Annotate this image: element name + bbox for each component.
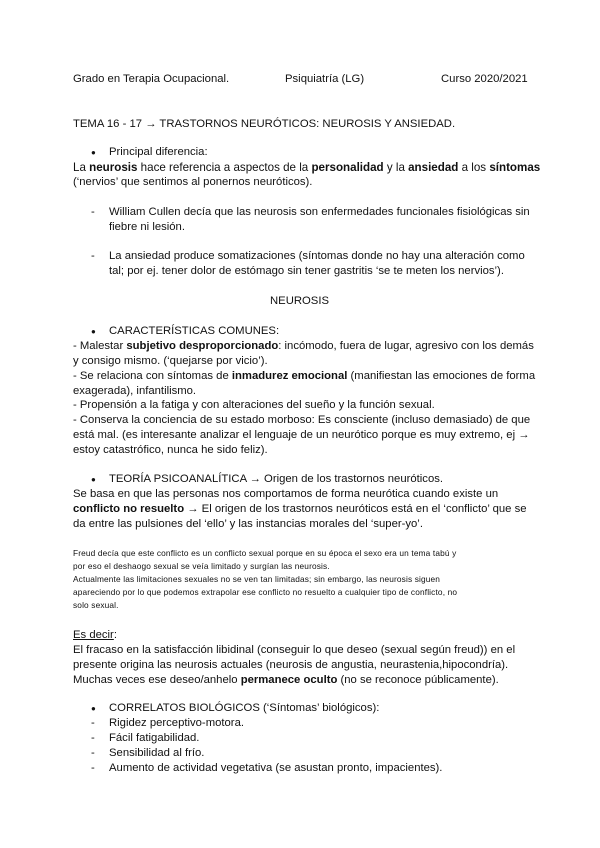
principal-heading: Principal diferencia: [109,146,208,158]
document-title: TEMA 16 - 17 → TRASTORNOS NEURÓTICOS: NEUROSIS Y ANSIEDAD. [73,118,456,130]
ansiedad-line-2: tal; por ej. tener dolor de estómago sin tener gastritis ‘se te meten los nervios’). [109,265,504,277]
correlatos-item: Rigidez perceptivo-motora. [109,717,244,729]
caracteristicas-line-2: y consigo mismo. (‘quejarse por vicio’). [73,355,268,367]
bullet-icon: ● [91,327,96,336]
es-decir-line-3: Muchas veces ese deseo/anhelo permanece oculto (no se reconoce públicamente). [73,674,499,686]
correlatos-item: Aumento de actividad vegetativa (se asustan pronto, impacientes). [109,762,443,774]
es-decir-line-1: El fracaso en la satisfacción libidinal (conseguir lo que deseo (sexual según freud)) en el [73,644,516,656]
teoria-line-3: da entre las pulsiones del ‘ello’ y las instancias morales del ‘super-yo’. [73,518,423,530]
dash-marker: - [91,747,95,759]
nota-line-3: Actualmente las limitaciones sexuales no se ven tan limitadas; sin embargo, las neurosis siguen [73,574,441,584]
caracteristicas-line-5: - Propensión a la fatiga y con alteraciones del sueño y la función sexual. [73,399,435,411]
es-decir-heading: Es decir: [73,629,117,641]
nota-line-1: Freud decía que este conflicto es un conflicto sexual porque en su época el sexo era un tema tabú y [73,548,457,558]
section-title: NEUROSIS [270,295,330,307]
dash-marker: - [91,250,95,262]
dash-marker: - [91,762,95,774]
cullen-line-2: fiebre ni lesión. [109,221,185,233]
correlatos-item: Sensibilidad al frío. [109,747,205,759]
caracteristicas-line-3: - Se relaciona con síntomas de inmadurez emocional (manifiestan las emociones de forma [73,370,536,382]
header-center: Psiquiatría (LG) [285,73,365,85]
caracteristicas-line-6: - Conserva la conciencia de su estado morboso: Es consciente (incluso demasiado) de que [73,414,531,426]
bullet-icon: ● [91,475,96,484]
teoria-heading: TEORÍA PSICOANALÍTICA → Origen de los trastornos neuróticos. [109,473,444,485]
header-right: Curso 2020/2021 [441,73,528,85]
principal-line-1: La neurosis hace referencia a aspectos de la personalidad y la ansiedad a los síntomas [73,161,541,174]
caracteristicas-line-1: - Malestar subjetivo desproporcionado: incómodo, fuera de lugar, agresivo con los demás [73,340,534,352]
nota-line-2: por eso el deshaogo sexual se veía limitado y surgían las neurosis. [73,561,330,571]
dash-marker: - [91,732,95,744]
principal-line-2: (‘nervios’ que sentimos al ponernos neuróticos). [73,176,313,188]
dash-marker: - [91,206,95,218]
dash-marker: - [91,717,95,729]
cullen-line-1: William Cullen decía que las neurosis son enfermedades funcionales fisiológicas sin [109,206,530,218]
ansiedad-line-1: La ansiedad produce somatizaciones (síntomas donde no hay una alteración como [109,250,525,262]
caracteristicas-heading: CARACTERÍSTICAS COMUNES: [109,325,280,337]
header-left: Grado en Terapia Ocupacional. [73,73,230,85]
nota-line-4: apareciendo por lo que podemos extrapolar ese conflicto no resuelto a cualquier tipo de conflicto, no [73,587,458,597]
caracteristicas-line-7: está mal. (es interesante analizar el lenguaje de un neurótico porque es muy extremo, ej → [73,429,530,441]
bullet-icon: ● [91,148,96,157]
caracteristicas-line-8: estoy catastrófico, nunca he sido feliz). [73,444,268,456]
es-decir-line-2: presente origina las neurosis actuales (neurosis de angustia, neurastenia,hipocondría). [73,659,509,671]
correlatos-heading: CORRELATOS BIOLÓGICOS (‘Síntomas’ biológicos): [109,702,380,714]
teoria-line-1: Se basa en que las personas nos comportamos de forma neurótica cuando existe un [73,488,499,500]
nota-line-5: solo sexual. [73,600,119,610]
correlatos-item: Fácil fatigabilidad. [109,732,200,744]
bullet-icon: ● [91,704,96,713]
teoria-line-2: conflicto no resuelto → El origen de los trastornos neuróticos está en el ‘conflicto’ que se [73,503,527,515]
caracteristicas-line-4: exagerada), infantilismo. [73,385,197,397]
